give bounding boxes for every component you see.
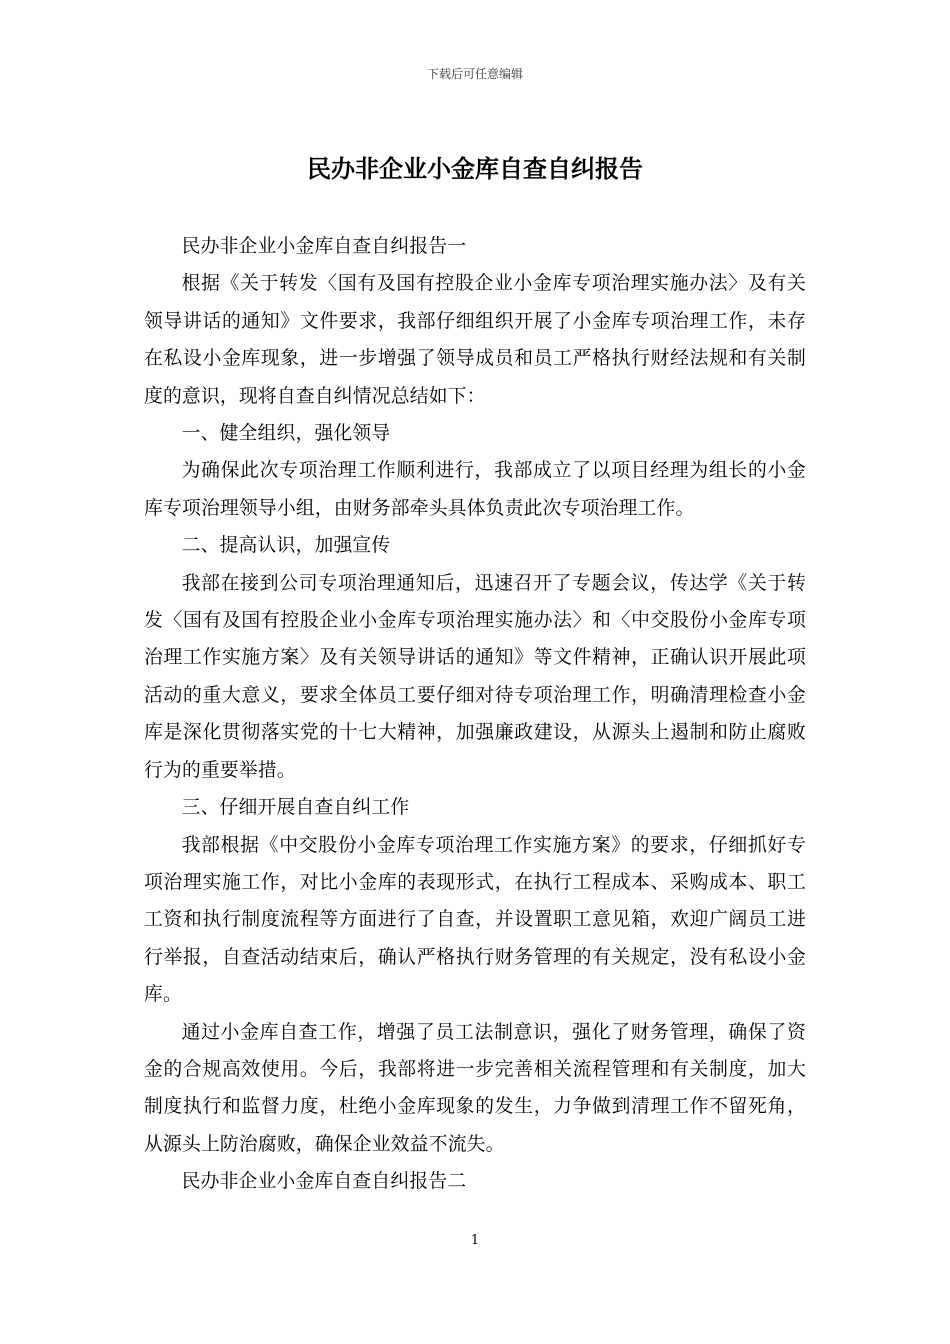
paragraph-subtitle-one: 民办非企业小金库自查自纠报告一 (181, 236, 467, 257)
paragraph-section-2: 我部在接到公司专项治理通知后，迅速召开了专题会议，传达学《关于转发〈国有及国有控股企业小金库专项治理实施办法〉和〈中交股份小金库专项治理工作实施方案〉及有关领导讲话的通知》等文件精神，正确认识开展此项活动的重大意义，要求全体员工要仔细对待专项治理工作，明确清理检查小金库是深化贯彻落实党的十七大精神，加强廉政建设，从源头上遏制和防止腐败行为的重要举措。 (144, 572, 806, 781)
page-number: 1 (470, 1233, 480, 1248)
paragraph-conclusion: 通过小金库自查工作，增强了员工法制意识，强化了财务管理，确保了资金的合规高效使用。今后，我部将进一步完善相关流程管理和有关制度，加大制度执行和监督力度，杜绝小金库现象的发生，力争做到清理工作不留死角，从源头上防治腐败，确保企业效益不流失。 (144, 1021, 806, 1155)
paragraph-section-1: 为确保此次专项治理工作顺利进行，我部成立了以项目经理为组长的小金库专项治理领导小组，由财务部牵头具体负责此次专项治理工作。 (144, 460, 806, 519)
section-heading-3: 三、仔细开展自查自纠工作 (181, 797, 410, 819)
paragraph-intro: 根据《关于转发〈国有及国有控股企业小金库专项治理实施办法〉及有关领导讲话的通知》文件要求，我部仔细组织开展了小金库专项治理工作，未存在私设小金库现象，进一步增强了领导成员和员工严格执行财经法规和有关制度的意识，现将自查自纠情况总结如下： (144, 273, 806, 407)
section-heading-2: 二、提高认识，加强宣传 (181, 535, 391, 557)
document-title: 民办非企业小金库自查自纠报告 (307, 154, 643, 183)
document-body (144, 228, 806, 1201)
page-header-note: 下载后可任意编辑 (426, 67, 523, 81)
paragraph-subtitle-two: 民办非企业小金库自查自纠报告二 (181, 1171, 467, 1193)
paragraph-section-3: 我部根据《中交股份小金库专项治理工作实施方案》的要求，仔细抓好专项治理实施工作，对比小金库的表现形式，在执行工程成本、采购成本、职工工资和执行制度流程等方面进行了自查，并设置职工意见箱，欢迎广阔员工进行举报，自查活动结束后，确认严格执行财务管理的有关规定，没有私设小金库。 (144, 834, 806, 1006)
section-heading-1: 一、健全组织，强化领导 (181, 423, 391, 445)
